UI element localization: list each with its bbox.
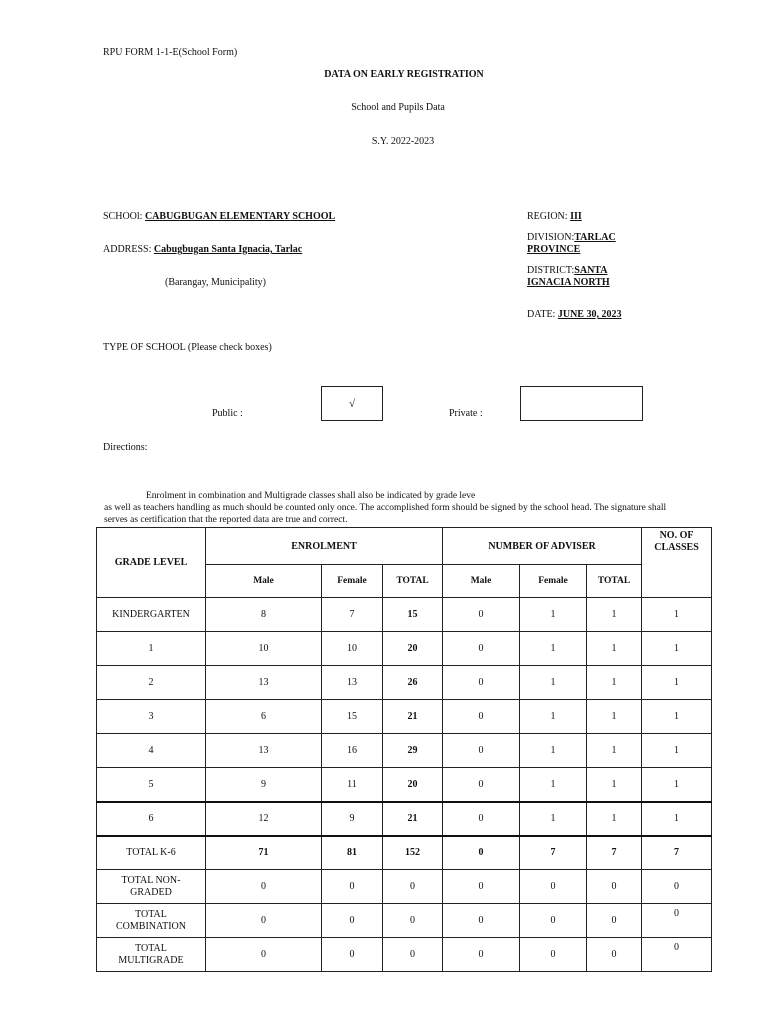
cell-enrolment-male: 13 — [206, 666, 322, 700]
cell-classes: 0 — [642, 904, 712, 938]
cell-enrolment-male: 10 — [206, 632, 322, 666]
cell-enrolment-total: 29 — [383, 734, 443, 768]
cell-adviser-female: 1 — [520, 598, 587, 632]
private-checkbox[interactable] — [520, 386, 643, 421]
cell-adviser-male: 0 — [443, 870, 520, 904]
public-label: Public : — [212, 408, 243, 419]
cell-adviser-total: 0 — [587, 938, 642, 972]
cell-classes: 0 — [642, 870, 712, 904]
cell-enrolment-male: 71 — [206, 836, 322, 870]
cell-enrolment-total: 152 — [383, 836, 443, 870]
cell-adviser-female: 1 — [520, 700, 587, 734]
directions-line-2: as well as teachers handling as much should be counted only once. The accomplished form should be signed by the school head. The signature shall — [104, 503, 667, 513]
cell-adviser-male: 0 — [443, 598, 520, 632]
cell-enrolment-total: 0 — [383, 904, 443, 938]
cell-adviser-male: 0 — [443, 938, 520, 972]
division-label: DIVISION: — [527, 232, 575, 243]
cell-classes: 0 — [642, 938, 712, 972]
cell-adviser-total: 1 — [587, 666, 642, 700]
cell-adviser-female: 0 — [520, 938, 587, 972]
cell-grade — [97, 938, 206, 972]
cell-adviser-female: 1 — [520, 632, 587, 666]
region-field — [527, 211, 582, 222]
header-classes: NO. OF CLASSES — [642, 528, 712, 598]
cell-enrolment-total: 0 — [383, 870, 443, 904]
cell-enrolment-male: 13 — [206, 734, 322, 768]
cell-adviser-total: 7 — [587, 836, 642, 870]
cell-enrolment-total: 15 — [383, 598, 443, 632]
cell-adviser-female: 1 — [520, 802, 587, 836]
cell-adviser-total: 1 — [587, 700, 642, 734]
cell-adviser-female: 1 — [520, 666, 587, 700]
cell-grade: TOTAL K-6 — [97, 836, 206, 870]
cell-classes: 1 — [642, 734, 712, 768]
cell-enrolment-male: 0 — [206, 870, 322, 904]
cell-enrolment-total: 21 — [383, 700, 443, 734]
header-grade-level: GRADE LEVEL — [97, 528, 206, 598]
cell-enrolment-female: 13 — [322, 666, 383, 700]
cell-enrolment-total: 26 — [383, 666, 443, 700]
cell-grade: 6 — [97, 802, 206, 836]
address-note: (Barangay, Municipality) — [165, 277, 266, 288]
cell-adviser-male: 0 — [443, 632, 520, 666]
header-adviser-male: Male — [443, 565, 520, 598]
cell-classes: 1 — [642, 768, 712, 802]
cell-enrolment-male: 12 — [206, 802, 322, 836]
header-adviser-female: Female — [520, 565, 587, 598]
grade-line-2: GRADED — [130, 886, 172, 898]
cell-grade — [97, 904, 206, 938]
school-year: S.Y. 2022-2023 — [371, 136, 435, 147]
district-label: DISTRICT: — [527, 265, 575, 276]
header-adviser: NUMBER OF ADVISER — [443, 528, 642, 565]
cell-classes: 1 — [642, 700, 712, 734]
directions-label: Directions: — [103, 442, 148, 453]
cell-enrolment-female: 0 — [322, 938, 383, 972]
grade-line-1: TOTAL — [135, 908, 167, 920]
cell-adviser-female: 0 — [520, 870, 587, 904]
cell-enrolment-female: 11 — [322, 768, 383, 802]
cell-enrolment-female: 7 — [322, 598, 383, 632]
cell-adviser-female: 0 — [520, 904, 587, 938]
non-graded-row — [97, 870, 712, 904]
cell-enrolment-total: 20 — [383, 768, 443, 802]
cell-adviser-male: 0 — [443, 734, 520, 768]
total-k6-row — [97, 836, 712, 870]
cell-classes: 7 — [642, 836, 712, 870]
cell-adviser-female: 7 — [520, 836, 587, 870]
cell-adviser-total: 1 — [587, 632, 642, 666]
date-label: DATE: — [527, 309, 558, 320]
enrolment-table — [96, 527, 712, 972]
date-value: JUNE 30, 2023 — [557, 309, 622, 320]
cell-enrolment-male: 0 — [206, 904, 322, 938]
header-enrolment-total: TOTAL — [383, 565, 443, 598]
table-row — [97, 632, 712, 666]
cell-enrolment-male: 0 — [206, 938, 322, 972]
table-row — [97, 802, 712, 836]
page-title: DATA ON EARLY REGISTRATION — [324, 69, 484, 80]
public-checkbox[interactable]: √ — [321, 386, 383, 421]
cell-adviser-male: 0 — [443, 904, 520, 938]
cell-enrolment-total: 21 — [383, 802, 443, 836]
cell-classes: 1 — [642, 802, 712, 836]
cell-grade: 5 — [97, 768, 206, 802]
cell-enrolment-total: 20 — [383, 632, 443, 666]
division-value-1: TARLAC — [574, 232, 616, 243]
region-label: REGION: — [527, 211, 571, 222]
table-row — [97, 768, 712, 802]
cell-adviser-total: 1 — [587, 734, 642, 768]
school-field — [103, 211, 335, 222]
region-value: III — [570, 211, 582, 222]
combination-row — [97, 904, 712, 938]
division-value-2: PROVINCE — [527, 244, 581, 255]
header-enrolment: ENROLMENT — [206, 528, 443, 565]
division-field — [527, 232, 616, 256]
table-row — [97, 734, 712, 768]
header-adviser-total: TOTAL — [587, 565, 642, 598]
header-enrolment-female: Female — [322, 565, 383, 598]
type-of-school-label: TYPE OF SCHOOL (Please check boxes) — [103, 342, 272, 353]
date-field — [527, 309, 621, 320]
cell-enrolment-male: 9 — [206, 768, 322, 802]
cell-adviser-total: 1 — [587, 598, 642, 632]
grade-line-1: TOTAL — [135, 942, 167, 954]
directions-line-1: Enrolment in combination and Multigrade classes shall also be indicated by grade leve — [146, 491, 476, 501]
form-code: RPU FORM 1-1-E(School Form) — [103, 47, 238, 58]
cell-adviser-male: 0 — [443, 666, 520, 700]
cell-enrolment-female: 0 — [322, 870, 383, 904]
cell-enrolment-female: 15 — [322, 700, 383, 734]
table-row — [97, 700, 712, 734]
cell-enrolment-female: 81 — [322, 836, 383, 870]
grade-line-2: COMBINATION — [116, 920, 186, 932]
page-subtitle: School and Pupils Data — [351, 102, 445, 113]
cell-grade: 2 — [97, 666, 206, 700]
cell-grade: 3 — [97, 700, 206, 734]
school-label: SCHOOl: — [103, 211, 145, 222]
cell-enrolment-female: 0 — [322, 904, 383, 938]
cell-grade: KINDERGARTEN — [97, 598, 206, 632]
cell-adviser-female: 1 — [520, 734, 587, 768]
district-value-2: IGNACIA NORTH — [527, 277, 610, 288]
table-row — [97, 666, 712, 700]
cell-enrolment-total: 0 — [383, 938, 443, 972]
cell-adviser-total: 1 — [587, 802, 642, 836]
directions-line-3: serves as certification that the reported data are true and correct. — [104, 515, 348, 525]
grade-line-1: TOTAL NON- — [121, 874, 181, 886]
cell-grade — [97, 870, 206, 904]
cell-classes: 1 — [642, 632, 712, 666]
district-value-1: SANTA — [574, 265, 608, 276]
district-field — [527, 265, 610, 289]
cell-adviser-male: 0 — [443, 700, 520, 734]
header-enrolment-male: Male — [206, 565, 322, 598]
school-name: CABUGBUGAN ELEMENTARY SCHOOL — [144, 211, 336, 222]
cell-adviser-total: 0 — [587, 870, 642, 904]
cell-adviser-male: 0 — [443, 768, 520, 802]
grade-line-2: MULTIGRADE — [118, 954, 184, 966]
cell-adviser-male: 0 — [443, 802, 520, 836]
address-value: Cabugbugan Santa Ignacia, Tarlac — [153, 244, 303, 255]
cell-enrolment-male: 8 — [206, 598, 322, 632]
address-field — [103, 244, 302, 255]
cell-adviser-female: 1 — [520, 768, 587, 802]
cell-grade: 4 — [97, 734, 206, 768]
cell-grade: 1 — [97, 632, 206, 666]
cell-enrolment-female: 9 — [322, 802, 383, 836]
cell-adviser-total: 1 — [587, 768, 642, 802]
cell-adviser-male: 0 — [443, 836, 520, 870]
cell-enrolment-female: 10 — [322, 632, 383, 666]
private-label: Private : — [449, 408, 483, 419]
cell-enrolment-male: 6 — [206, 700, 322, 734]
address-label: ADDRESS: — [103, 244, 154, 255]
cell-adviser-total: 0 — [587, 904, 642, 938]
table-row — [97, 598, 712, 632]
cell-classes: 1 — [642, 666, 712, 700]
cell-classes: 1 — [642, 598, 712, 632]
cell-enrolment-female: 16 — [322, 734, 383, 768]
multigrade-row — [97, 938, 712, 972]
